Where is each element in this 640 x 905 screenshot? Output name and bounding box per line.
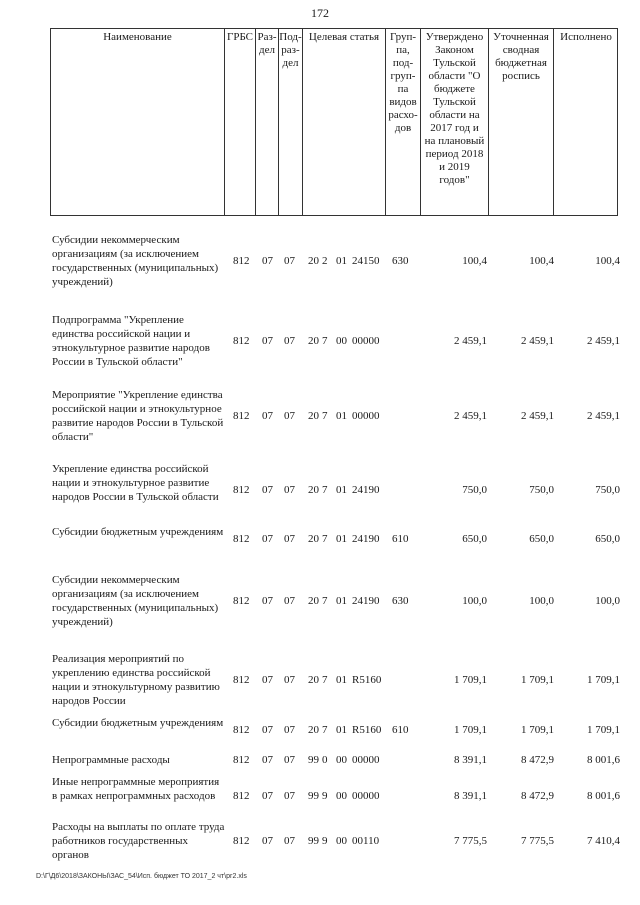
row-ts-subprogram: 7 (322, 533, 328, 545)
row-ts-event: 01 (336, 484, 347, 496)
row-approved: 2 459,1 (454, 335, 487, 347)
header-podrazdel: Под- раз- дел (278, 28, 302, 216)
row-executed: 100,0 (595, 595, 620, 607)
header-utochnennaya: Уточненная сводная бюджетная роспись (488, 28, 553, 216)
row-vid: 610 (392, 533, 409, 545)
row-grbs: 812 (233, 484, 250, 496)
row-ts-event: 01 (336, 674, 347, 686)
row-approved: 8 391,1 (454, 790, 487, 802)
row-ts-event: 01 (336, 410, 347, 422)
row-name: Расходы на выплаты по оплате труда работников государственных органов (52, 821, 225, 861)
row-executed: 8 001,6 (587, 754, 620, 766)
row-grbs: 812 (233, 835, 250, 847)
row-ts-subprogram: 7 (322, 335, 328, 347)
row-ts-subprogram: 7 (322, 484, 328, 496)
row-razdel: 07 (262, 835, 273, 847)
row-grbs: 812 (233, 410, 250, 422)
row-updated: 1 709,1 (521, 674, 554, 686)
row-podrazdel: 07 (284, 754, 295, 766)
row-grbs: 812 (233, 533, 250, 545)
row-updated: 7 775,5 (521, 835, 554, 847)
header-utverzhdeno: Утверждено Законом Тульской области "О бюджете Тульской области на 2017 год и на плановый период 2018 и 2019 годов" (420, 28, 488, 216)
row-approved: 7 775,5 (454, 835, 487, 847)
page-number: 172 (311, 6, 329, 20)
row-ts-direction: 00000 (352, 790, 380, 802)
row-ts-program: 20 (308, 410, 319, 422)
row-approved: 1 709,1 (454, 724, 487, 736)
row-ts-event: 00 (336, 790, 347, 802)
row-podrazdel: 07 (284, 835, 295, 847)
row-ts-event: 01 (336, 255, 347, 267)
row-grbs: 812 (233, 790, 250, 802)
row-name: Иные непрограммные мероприятия в рамках непрограммных расходов (52, 776, 220, 802)
header-name: Наименование (50, 28, 224, 216)
row-ts-program: 20 (308, 335, 319, 347)
row-razdel: 07 (262, 595, 273, 607)
row-ts-direction: 24190 (352, 533, 380, 545)
row-ts-program: 20 (308, 724, 319, 736)
header-ispolneno: Исполнено (553, 28, 618, 216)
row-ts-subprogram: 0 (322, 754, 328, 766)
row-ts-program: 99 (308, 754, 319, 766)
header-right-border (617, 28, 618, 216)
row-ts-subprogram: 9 (322, 835, 328, 847)
row-podrazdel: 07 (284, 484, 295, 496)
row-grbs: 812 (233, 674, 250, 686)
row-ts-direction: R5160 (352, 724, 382, 736)
header-vid-raskhodov: Груп- па, под- груп- па видов расхо- дов (385, 28, 420, 216)
row-grbs: 812 (233, 255, 250, 267)
row-ts-direction: 00110 (352, 835, 380, 847)
row-podrazdel: 07 (284, 335, 295, 347)
row-ts-direction: 24190 (352, 484, 380, 496)
row-approved: 1 709,1 (454, 674, 487, 686)
row-name: Субсидии бюджетным учреждениям (52, 717, 224, 729)
row-name: Субсидии некоммерческим организациям (за исключением государственных (муниципальных) учреждений) (52, 234, 219, 288)
row-updated: 100,0 (529, 595, 554, 607)
row-executed: 1 709,1 (587, 724, 620, 736)
row-podrazdel: 07 (284, 724, 295, 736)
row-updated: 650,0 (529, 533, 554, 545)
row-name: Реализация мероприятий по укреплению единства российской нации и этнокультурному развитию народов России (52, 653, 220, 707)
row-vid: 630 (392, 255, 409, 267)
row-vid: 610 (392, 724, 409, 736)
row-ts-program: 99 (308, 790, 319, 802)
row-razdel: 07 (262, 674, 273, 686)
row-approved: 100,0 (462, 595, 487, 607)
row-approved: 2 459,1 (454, 410, 487, 422)
row-ts-direction: 00000 (352, 410, 380, 422)
row-ts-subprogram: 2 (322, 255, 328, 267)
row-name: Непрограммные расходы (52, 754, 170, 766)
row-podrazdel: 07 (284, 790, 295, 802)
row-approved: 650,0 (462, 533, 487, 545)
row-executed: 8 001,6 (587, 790, 620, 802)
row-ts-subprogram: 9 (322, 790, 328, 802)
row-updated: 8 472,9 (521, 790, 554, 802)
row-ts-direction: 24190 (352, 595, 380, 607)
row-updated: 2 459,1 (521, 335, 554, 347)
row-updated: 2 459,1 (521, 410, 554, 422)
row-ts-subprogram: 7 (322, 674, 328, 686)
row-updated: 750,0 (529, 484, 554, 496)
row-updated: 1 709,1 (521, 724, 554, 736)
row-podrazdel: 07 (284, 255, 295, 267)
row-name: Укрепление единства российской нации и этнокультурное развитие народов России в Тульской области (52, 463, 219, 503)
row-approved: 100,4 (462, 255, 487, 267)
row-updated: 100,4 (529, 255, 554, 267)
row-executed: 2 459,1 (587, 335, 620, 347)
row-razdel: 07 (262, 335, 273, 347)
row-podrazdel: 07 (284, 410, 295, 422)
header-tselevaya-statya: Целевая статья (302, 28, 385, 216)
row-grbs: 812 (233, 724, 250, 736)
row-grbs: 812 (233, 335, 250, 347)
row-ts-event: 00 (336, 335, 347, 347)
row-ts-program: 99 (308, 835, 319, 847)
row-executed: 750,0 (595, 484, 620, 496)
row-name: Субсидии бюджетным учреждениям (52, 526, 224, 538)
row-ts-event: 00 (336, 754, 347, 766)
row-executed: 7 410,4 (587, 835, 620, 847)
row-ts-direction: 00000 (352, 335, 380, 347)
row-razdel: 07 (262, 790, 273, 802)
row-razdel: 07 (262, 533, 273, 545)
row-ts-program: 20 (308, 595, 319, 607)
row-ts-direction: 00000 (352, 754, 380, 766)
row-ts-program: 20 (308, 484, 319, 496)
row-podrazdel: 07 (284, 595, 295, 607)
row-ts-event: 01 (336, 533, 347, 545)
row-name: Субсидии некоммерческим организациям (за исключением государственных (муниципальных) учреждений) (52, 574, 219, 628)
row-razdel: 07 (262, 255, 273, 267)
row-vid: 630 (392, 595, 409, 607)
row-razdel: 07 (262, 484, 273, 496)
row-approved: 8 391,1 (454, 754, 487, 766)
row-ts-subprogram: 7 (322, 724, 328, 736)
row-razdel: 07 (262, 754, 273, 766)
row-ts-event: 01 (336, 724, 347, 736)
row-ts-program: 20 (308, 533, 319, 545)
row-ts-program: 20 (308, 674, 319, 686)
row-executed: 650,0 (595, 533, 620, 545)
row-name: Подпрограмма "Укрепление единства российской нации и этнокультурное развитие народов России в Тульской области" (52, 314, 210, 368)
row-executed: 2 459,1 (587, 410, 620, 422)
row-updated: 8 472,9 (521, 754, 554, 766)
row-executed: 100,4 (595, 255, 620, 267)
row-executed: 1 709,1 (587, 674, 620, 686)
header-razdel: Раз- дел (255, 28, 278, 216)
row-ts-direction: 24150 (352, 255, 380, 267)
row-podrazdel: 07 (284, 533, 295, 545)
row-razdel: 07 (262, 410, 273, 422)
row-razdel: 07 (262, 724, 273, 736)
row-grbs: 812 (233, 754, 250, 766)
row-ts-direction: R5160 (352, 674, 382, 686)
row-approved: 750,0 (462, 484, 487, 496)
row-ts-subprogram: 7 (322, 595, 328, 607)
row-ts-event: 00 (336, 835, 347, 847)
row-podrazdel: 07 (284, 674, 295, 686)
row-ts-subprogram: 7 (322, 410, 328, 422)
row-name: Мероприятие "Укрепление единства российской нации и этнокультурное развитие народов России в Тульской области" (52, 389, 224, 443)
row-grbs: 812 (233, 595, 250, 607)
header-grbs: ГРБС (224, 28, 255, 216)
row-ts-event: 01 (336, 595, 347, 607)
footer-file-path: D:\Г\Д6\2018\ЗАКОНЫ\ЗАС_54\Исп. бюджет ТО 2017_2 чт\рг2.xls (36, 873, 247, 880)
row-ts-program: 20 (308, 255, 319, 267)
table-header (50, 28, 618, 216)
